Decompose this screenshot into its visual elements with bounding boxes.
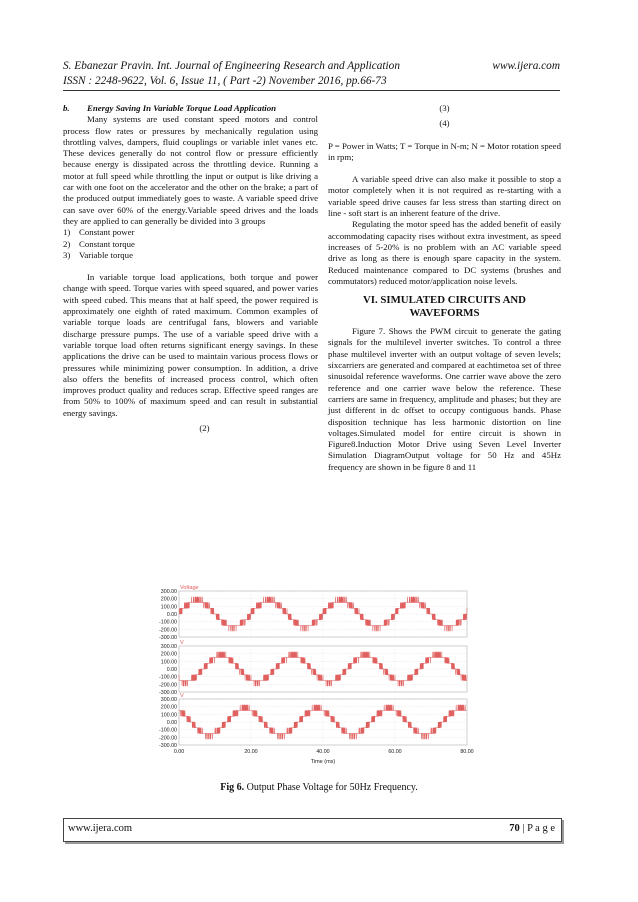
header-issue: ISSN : 2248-9622, Vol. 6, Issue 11, ( Part -2) November 2016, pp.66-73 bbox=[63, 75, 387, 87]
series-label: Voltage bbox=[180, 585, 199, 591]
x-tick-label: 60.00 bbox=[388, 749, 402, 755]
equation-number-3: (3) bbox=[439, 103, 450, 113]
series-label: V bbox=[180, 693, 184, 699]
y-tick-label: 100.00 bbox=[160, 712, 177, 719]
header-divider bbox=[63, 90, 560, 91]
left-column bbox=[63, 103, 318, 434]
x-tick-label: 40.00 bbox=[316, 749, 330, 755]
footer-website[interactable]: www.ijera.com bbox=[68, 823, 133, 834]
page-footer bbox=[63, 818, 562, 842]
paragraph-stop-motor: A variable speed drive can also make it possible to stop a motor completely when it is not required as re-starting with a variable speed drive causes far less stress than starting direct on line - soft start is an inherent feature of the drive. bbox=[328, 174, 561, 219]
output-phase-voltage-chart bbox=[137, 578, 482, 771]
y-tick-label: 200.00 bbox=[160, 704, 177, 711]
y-tick-label: -100.00 bbox=[159, 674, 177, 681]
y-tick-label: -300.00 bbox=[159, 690, 177, 696]
running-header bbox=[63, 60, 560, 72]
paragraph-energy-saving: Many systems are used constant speed motors and control process flow rates or pressures by mechanically regulation using throttling valves, dampers, fluid couplings or variable inlet vanes etc. These devices generally do not control flow or pressure efficiently because energy is dissipated across the throttling device. Running a motor at full speed while throttling the input or output is like driving a car with one foot on the accelerator and the other on the brake; a part of the produced output immediately goes to waste. A variable speed drive can save over 60% of the energy.Variable speed drives and the loads they are applied to can generally be divided into 3 groups bbox=[63, 114, 318, 226]
y-tick-label: -300.00 bbox=[159, 635, 177, 641]
y-tick-label: 200.00 bbox=[160, 651, 177, 658]
y-tick-label: 300.00 bbox=[160, 589, 177, 595]
subsection-label: b. bbox=[63, 103, 70, 113]
y-tick-label: 100.00 bbox=[160, 604, 177, 611]
header-citation: S. Ebanezar Pravin. Int. Journal of Engineering Research and Application bbox=[63, 60, 400, 72]
equation-number-4: (4) bbox=[439, 118, 450, 129]
y-tick-label: 300.00 bbox=[160, 697, 177, 703]
list-item: 2) Constant torque bbox=[63, 238, 135, 249]
y-tick-label: 300.00 bbox=[160, 644, 177, 650]
subsection-title: Energy Saving In Variable Torque Load Application bbox=[87, 103, 276, 113]
y-tick-label: 200.00 bbox=[160, 596, 177, 603]
y-tick-label: 100.00 bbox=[160, 659, 177, 666]
subsection-heading bbox=[63, 103, 318, 114]
section-heading: VI. SIMULATED CIRCUITS AND WAVEFORMS bbox=[363, 294, 526, 320]
list-item: 1) Constant power bbox=[63, 227, 135, 238]
page-number: 70 | P a g e bbox=[509, 823, 555, 834]
series-label: V bbox=[180, 640, 184, 646]
load-group-list bbox=[63, 227, 318, 261]
y-tick-label: 0.00 bbox=[166, 667, 177, 673]
x-tick-label: 20.00 bbox=[244, 749, 258, 755]
y-tick-label: 0.00 bbox=[166, 612, 177, 618]
y-tick-label: -200.00 bbox=[159, 682, 177, 689]
figure-label: Fig 6. bbox=[220, 782, 245, 793]
paragraph-regulating-speed: Regulating the motor speed has the added benefit of easily accommodating capacity rises without extra investment, as speed increases of 5-20% is no problem with an AC variable speed drive as long as there is enough spare capacity in the system. Reduced maintenance compared to DC systems (brushes and commutators) reduced motor/application noise levels. bbox=[328, 219, 561, 286]
equation-legend: P = Power in Watts; T = Torque in N-m; N = Motor rotation speed in rpm; bbox=[328, 140, 561, 162]
x-tick-label: 0.00 bbox=[173, 749, 185, 755]
y-tick-label: -200.00 bbox=[159, 735, 177, 742]
header-website[interactable]: www.ijera.com bbox=[492, 60, 560, 72]
y-tick-label: -100.00 bbox=[159, 727, 177, 734]
y-tick-label: -100.00 bbox=[159, 619, 177, 626]
equation-number-2: (2) bbox=[199, 423, 210, 434]
figure-caption-text: Output Phase Voltage for 50Hz Frequency. bbox=[246, 782, 418, 793]
paragraph-variable-torque: In variable torque load applications, both torque and power change with speed. Torque varies with speed squared, and power varies with speed cubed. This means that at half speed, the power required is approximately one eighth of rated maximum. Common examples of variable torque loads are centrifugal fans, blowers and variable discharge pressure pumps. The use of a variable speed drive with a variable torque load often returns significant energy savings. In these applications the drive can be used to maintain various process flows or pressures while minimizing power consumption. In addition, a drive also offers the benefits of increased process control, which often improves product quality and reduces scrap. Effective speed ranges are from 50% to 100% of maximum speed and can result in substantial energy savings. bbox=[63, 272, 318, 418]
x-axis-label: Time (ms) bbox=[310, 759, 336, 765]
y-tick-label: 0.00 bbox=[166, 720, 177, 726]
right-column bbox=[328, 103, 561, 473]
list-item: 3) Variable torque bbox=[63, 249, 133, 260]
paragraph-simulated-circuits: Figure 7. Shows the PWM circuit to generate the gating signals for the multilevel inverter switches. To control a three phase multilevel inverter with an output voltage of seven levels; sixcarriers are generated and compared at eachtimetoa set of three sinusoidal reference waveforms. One carrier wave above the zero reference and one carrier wave below the reference. These carriers are same in frequency, amplitude and phases; but they are just different in dc offset to occupy contiguous bands. Phase disposition technique has less harmonic distortion on line voltages.Simulated model for entire circuit is shown in Figure8.Induction Motor Drive using Seven Level Inverter Simulation DiagramOutput voltage for 50 Hz and 45Hz frequency are shown in be figure 8 and 11 bbox=[328, 326, 561, 472]
y-tick-label: -200.00 bbox=[159, 627, 177, 634]
figure-caption bbox=[0, 782, 638, 793]
y-tick-label: -300.00 bbox=[159, 743, 177, 749]
x-tick-label: 80.00 bbox=[460, 749, 474, 755]
